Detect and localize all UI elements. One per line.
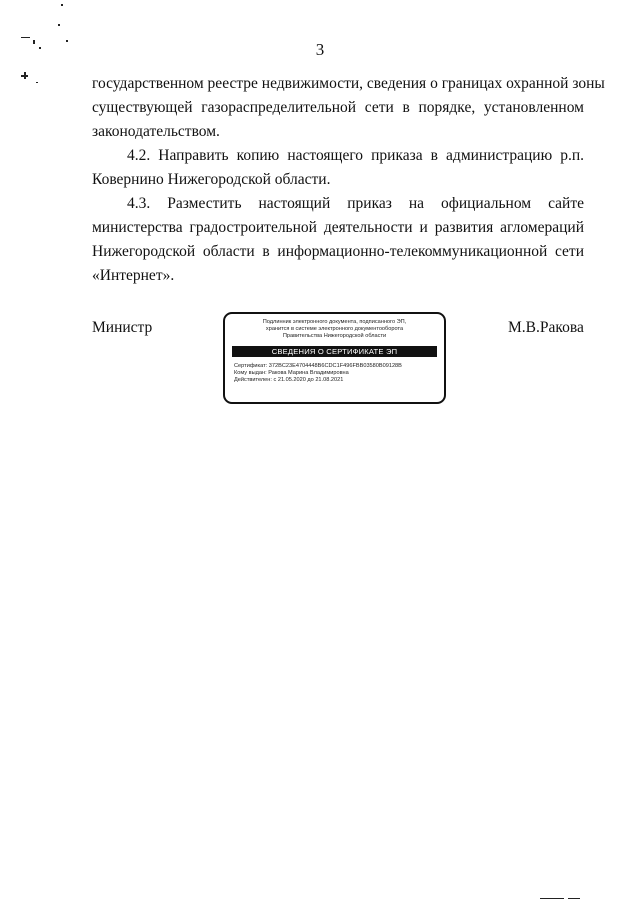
valid-row (234, 377, 444, 384)
stamp-header: СВЕДЕНИЯ О СЕРТИФИКАТЕ ЭП (232, 346, 437, 357)
scan-mark (540, 898, 564, 899)
scan-mark (61, 4, 63, 6)
valid-label: Действителен: (234, 377, 272, 384)
text-line: существующей газораспределительной сети в порядке, установленном (92, 99, 584, 116)
stamp-note-line: хранится в системе электронного документооборота (265, 326, 404, 333)
signatory-title: Министр (92, 319, 153, 336)
stamp-note-line: Подлинник электронного документа, подписанного ЭП, (262, 319, 407, 325)
stamp-note (225, 319, 444, 341)
valid-value: с 21.05.2020 до 21.08.2021 (273, 377, 344, 384)
certificate-value: 372BC23E4704448B6CDC1F496FBB03580B09128B (268, 362, 402, 369)
scan-mark (21, 37, 30, 38)
text-line: государственном реестре недвижимости, сведения о границах охранной зоны (92, 75, 605, 92)
issued-to-value: Ракова Марина Владимировна (268, 369, 349, 376)
issued-to-label: Кому выдан: (234, 369, 267, 376)
scan-mark (24, 72, 26, 79)
signatory-name: М.В.Ракова (508, 319, 584, 336)
scan-mark (58, 24, 60, 26)
document-body (92, 72, 605, 288)
paragraph-4-3: 4.3. Разместить настоящий приказ на официальном сайте министерства градостроительной деятельности и развития агломераций Нижегородской области в информационно-телекоммуникационной сети «Интернет». (92, 195, 584, 284)
text-line: законодательством. (92, 123, 220, 140)
scan-mark (36, 82, 38, 83)
stamp-note-line: Правительства Нижегородской области (282, 333, 387, 340)
certificate-label: Сертификат: (234, 362, 268, 369)
issued-to-row (234, 370, 444, 377)
scan-mark (568, 898, 580, 899)
paragraph-continued (92, 72, 605, 144)
stamp-fields (234, 363, 444, 385)
page-number: 3 (315, 40, 325, 59)
paragraph-4-2: 4.2. Направить копию настоящего приказа в администрацию р.п. Ковернино Нижегородской области. (92, 147, 584, 188)
certificate-row (234, 363, 444, 370)
electronic-signature-stamp (223, 312, 446, 404)
